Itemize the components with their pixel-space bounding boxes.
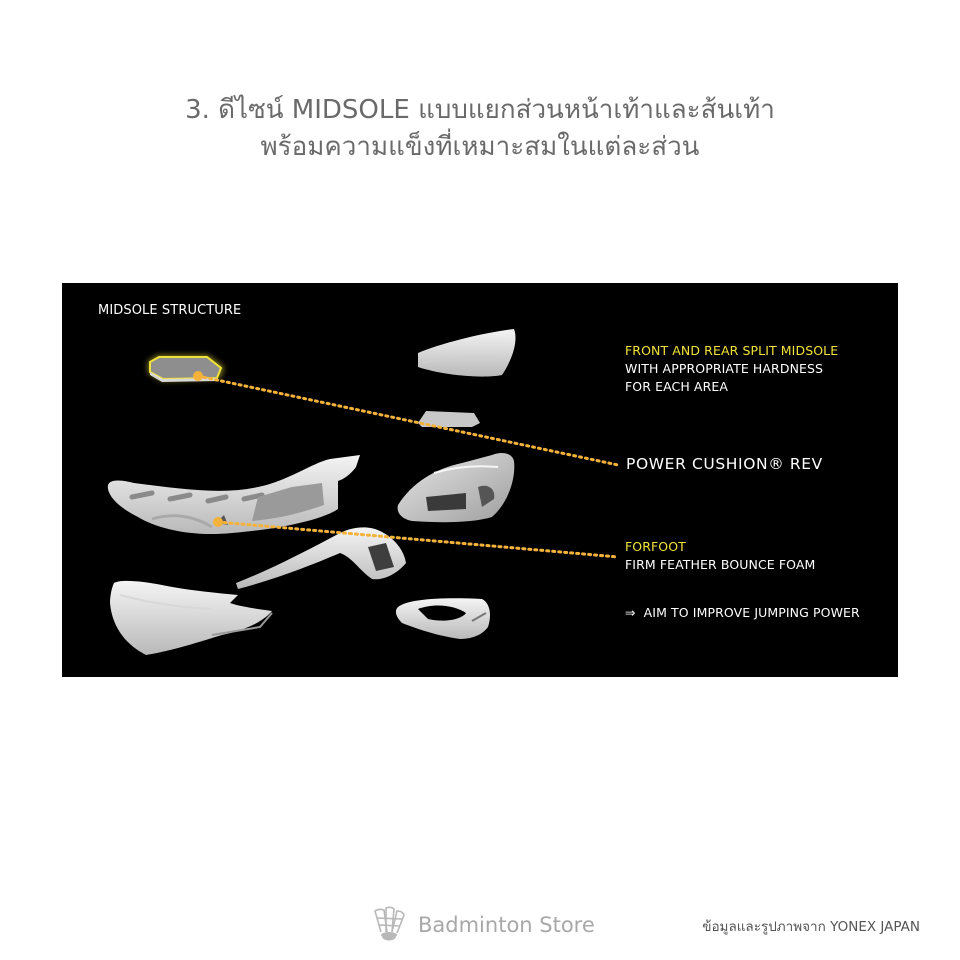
callout-line-2: [218, 522, 618, 557]
callout1-line2: WITH APPROPRIATE HARDNESS: [625, 361, 824, 376]
callout1-line3: FOR EACH AREA: [625, 379, 729, 394]
image-credit: ข้อมูลและรูปภาพจาก YONEX JAPAN: [702, 919, 920, 935]
heel-top-piece: [418, 329, 516, 377]
brand-name: Badminton Store: [418, 913, 595, 937]
brand-logo: [372, 905, 595, 949]
midsole-structure-panel: [62, 283, 898, 677]
right-arrow-icon: ⇒: [625, 605, 636, 620]
heel-bottom-piece: [396, 598, 490, 639]
callout2-line2: FIRM FEATHER BOUNCE FOAM: [625, 557, 816, 572]
forefoot-midsole-piece: [108, 455, 360, 534]
heading-line-1: 3. ดีไซน์ MIDSOLE แบบแยกส่วนหน้าเท้าและส้นเท้า: [185, 95, 775, 125]
heel-cup-piece: [398, 453, 515, 522]
callout-line-1: [198, 376, 618, 465]
page-heading: [0, 92, 960, 166]
forefoot-bottom-piece: [110, 581, 272, 655]
product-name: POWER CUSHION® REV: [626, 455, 823, 473]
heading-line-2: พร้อมความแข็งที่เหมาะสมในแต่ละส่วน: [260, 132, 700, 162]
shuttlecock-icon: [372, 905, 406, 945]
aim-text: AIM TO IMPROVE JUMPING POWER: [643, 605, 860, 620]
aim-line: [625, 604, 860, 622]
callout-dot-2: [213, 517, 223, 527]
callout2-line1: FORFOOT: [625, 539, 686, 554]
panel-title: MIDSOLE STRUCTURE: [98, 303, 242, 318]
callout-dot-1: [193, 371, 203, 381]
callout1-line1: FRONT AND REAR SPLIT MIDSOLE: [625, 343, 839, 358]
